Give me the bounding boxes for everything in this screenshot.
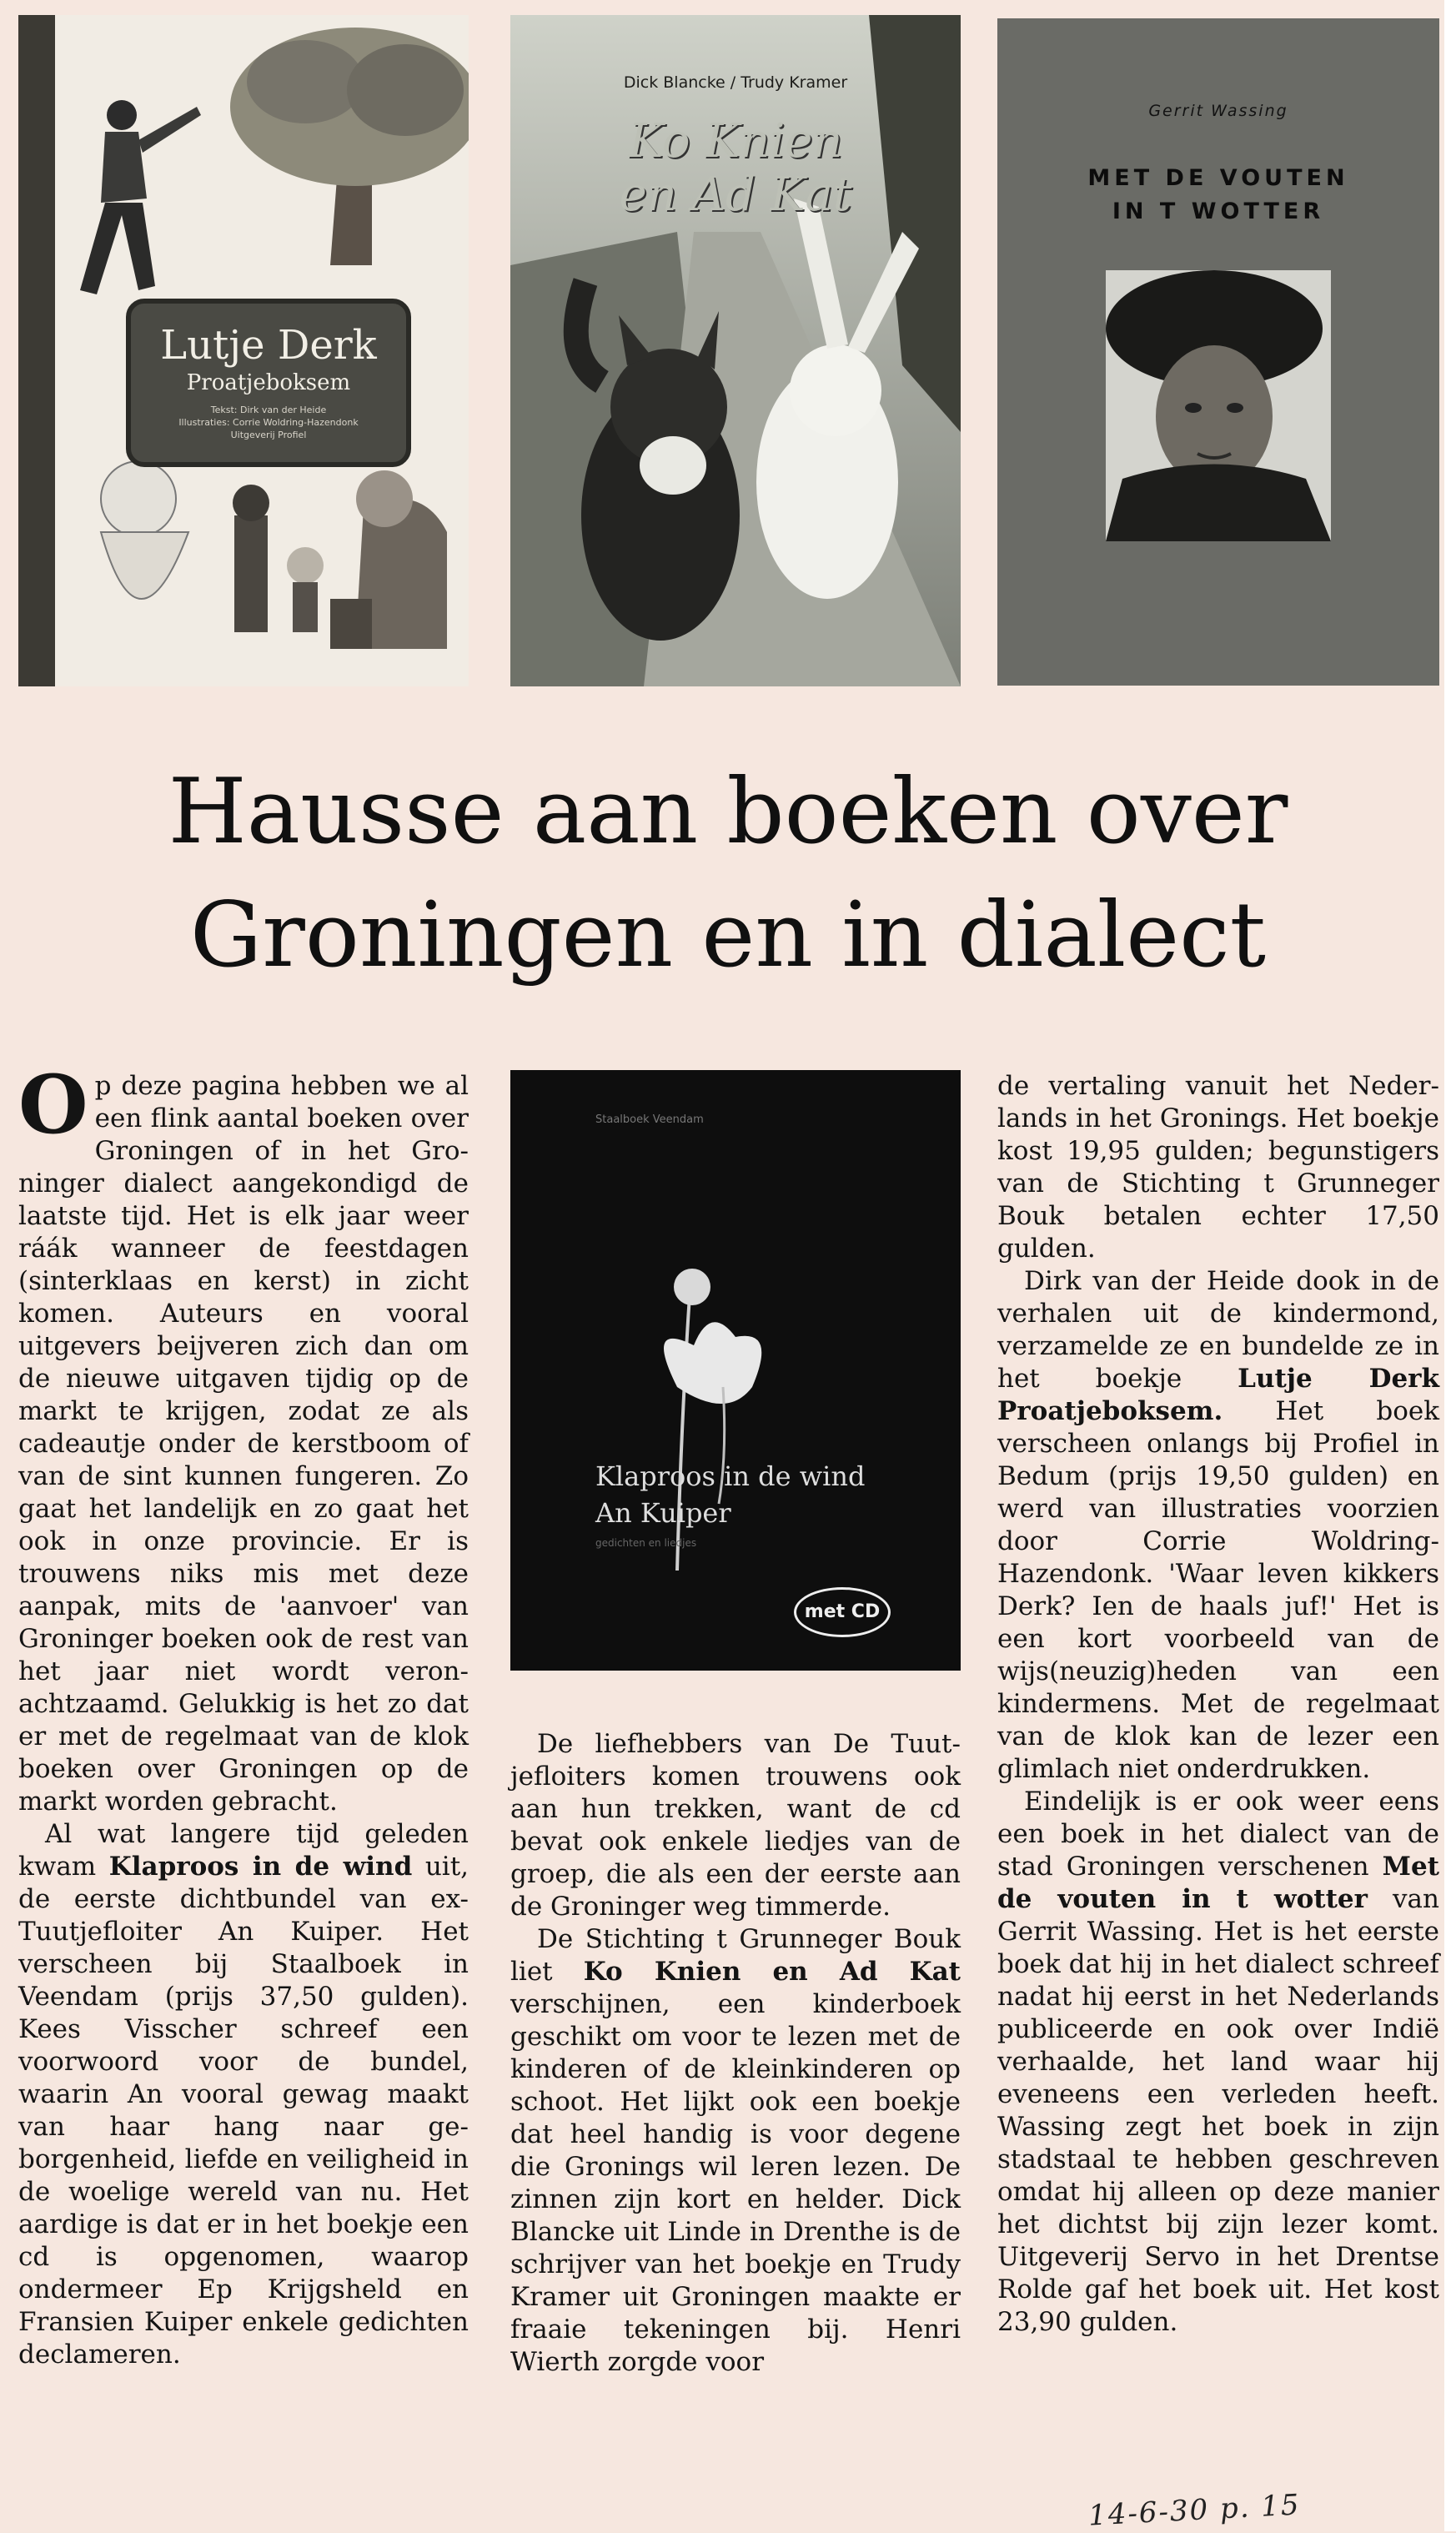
credit-line: Illustraties: Corrie Woldring-Hazendonk [178, 417, 359, 428]
book-title-bold: Met de vouten in t wotter [997, 1852, 1439, 1914]
cover-title-line: en Ad Kat [619, 168, 852, 222]
scan-margin-right [1444, 0, 1456, 2531]
cover-subtitle: Proatjeboksem [186, 370, 351, 395]
credit-line: Uitgeverij Profiel [230, 430, 307, 440]
portrait-illustration [1106, 270, 1331, 541]
headline-line: Hausse aan boeken over [168, 760, 1288, 864]
handwritten-date-note: 14-6-30 p. 15 [1087, 2488, 1302, 2533]
cover-publisher: Staalboek Veendam [595, 1113, 704, 1126]
article-paragraph [997, 1070, 1439, 1265]
credit-line: Tekst: Dirk van der Heide [210, 405, 327, 415]
cover-title-plaque [126, 299, 411, 467]
cover-title-line: Ko Knien [628, 114, 843, 168]
article-paragraph [510, 1728, 961, 1923]
cover-title-line: An Kuiper [595, 1497, 731, 1529]
paragraph-text: Dirk van der Heide dook in de verhalen uit de kindermond, verzamelde ze en bundelde ze in het boekje [997, 1266, 1439, 1394]
paragraph-text: Het boek verscheen onlangs bij Profiel in Bedum (prijs 19,50 gulden) en werd van illustraties voorzien door Corrie Woldring-Hazendonk. 'Waar leven kikkers Derk? Ien de haals juf!' Het is een kort voorbeeld van de wijs(neuzig)heden van een kindermens. Met de regelmaat van de klok kan de lezer een glimlach niet onderdrukken. [997, 1396, 1439, 1784]
paragraph-text: verschijnen, een kinderboek geschikt om voor te lezen met de kinderen of de kleinkinderen op schoot. Het lijkt ook een boekje dat heel handig is voor degene die Gronings wil leren lezen. De zinnen zijn kort en helder. Dick Blancke uit Linde in Drenthe is de schrijver van het boekje en Trudy Kramer uit Groningen maakte er fraaie tekeningen bij. Henri Wierth zorgde voor [510, 1989, 961, 2377]
article-paragraph [18, 1818, 469, 2371]
article-paragraph [18, 1058, 469, 1818]
paragraph-text: de vertaling vanuit het Nederlands in het Gronings. Het boekje kost 19,95 gulden; begunstigers van de Stichting t Grunneger Bouk betalen echter 17,50 gulden. [997, 1071, 1439, 1264]
paragraph-text: De liefhebbers van De Tuutjefloiters komen trouwens ook aan hun trekken, want de cd bevat ook enkele liedjes van de groep, die als een der eerste aan de Groninger weg timmerde. [510, 1729, 961, 1922]
book-cover-lutje-derk [18, 15, 469, 686]
cover-title: Lutje Derk [160, 322, 377, 369]
portrait-photo [1106, 270, 1331, 541]
cover-title [997, 162, 1439, 229]
book-title-bold: Ko Knien en Ad Kat [583, 1957, 961, 1987]
cover-credits [131, 404, 406, 441]
book-cover-ko-knien [510, 15, 961, 686]
book-cover-klaproos [510, 1070, 961, 1671]
cd-badge: met CD [794, 1587, 891, 1637]
cover-title-line: IN T WOTTER [1112, 199, 1325, 224]
paragraph-text: p deze pagina hebben we al een flink aantal boeken over Groningen of in het Groninger dialect aangekondigd de laatste tijd. Het is elk jaar weer ráák wanneer de feestdagen (sinterklaas en kerst) in zicht komen. Auteurs en vooral uitgevers beijveren zich dan om de nieuwe uitgaven tijdig op de markt te krijgen, zodat ze als cadeautje onder de kerstboom of van de sint kunnen fungeren. Zo gaat het landelijk en zo gaat het ook in onze provincie. Er is trouwens niks mis met deze aanpak, mits de 'aanvoer' van Groninger boeken ook de rest van het jaar niet wordt veronachtzaamd. Gelukkig is het zo dat er met de regelmaat van de klok boeken over Groningen op de markt worden gebracht. [18, 1071, 469, 1817]
cover-title [595, 1458, 865, 1531]
book-title-bold: Lutje Derk Proatjeboksem. [997, 1364, 1439, 1426]
cover-subtitle: gedichten en liedjes [595, 1537, 697, 1549]
drop-cap: O [18, 1058, 88, 1152]
cover-title [510, 115, 961, 222]
paragraph-text: De Stichting t Grunneger Bouk liet [510, 1924, 961, 1987]
article-column-1 [18, 1058, 469, 2371]
book-cover-met-de-vouten [997, 18, 1439, 686]
paragraph-text: Eindelijk is er ook weer eens een boek in het dialect van de stad Groningen verschenen [997, 1787, 1439, 1882]
cover-author: Gerrit Wassing [1148, 102, 1288, 120]
article-column-2 [510, 1728, 961, 2379]
article-paragraph [510, 1923, 961, 2379]
article-headline [0, 751, 1456, 998]
cover-authors: Dick Blancke / Trudy Kramer [623, 73, 848, 92]
article-column-3 [997, 1070, 1439, 2339]
paragraph-text: van Gerrit Wassing. Het is het eerste boek dat hij in het dialect schreef nadat hij eerst in het Nederlands publiceerde en ook over Indië verhaalde, het land waar hij eveneens een verleden heeft. Wassing zegt het boek in zijn stadstaal te hebben geschreven omdat hij alleen op deze manier het dichtst bij zijn lezer komt. Uitgeverij Servo in het Drentse Rolde gaf het boek uit. Het kost 23,90 gulden. [997, 1884, 1439, 2337]
paragraph-text: uit, de eerste dichtbundel van ex-Tuutjefloiter An Kuiper. Het verscheen bij Staalboek in Veendam (prijs 37,50 gulden). Kees Visscher schreef een voorwoord voor de bundel, waarin An vooral gewag maakt van haar hang naar geborgenheid, liefde en veiligheid in de woelige wereld van nu. Het aardige is dat er in het boekje een cd is opgenomen, waarop ondermeer Ep Krijgsheld en Fransien Kuiper enkele gedichten declameren. [18, 1852, 469, 2370]
book-title-bold: Klaproos in de wind [108, 1852, 413, 1882]
cover-title-line: MET DE VOUTEN [1087, 165, 1349, 191]
paragraph-text: Al wat langere tijd geleden kwam [18, 1819, 469, 1882]
headline-line: Groningen en in dialect [189, 883, 1267, 988]
cover-title-line: Klaproos in de wind [595, 1460, 866, 1492]
article-paragraph [997, 1786, 1439, 2339]
poppy-illustration [510, 1070, 961, 1671]
article-paragraph [997, 1265, 1439, 1786]
